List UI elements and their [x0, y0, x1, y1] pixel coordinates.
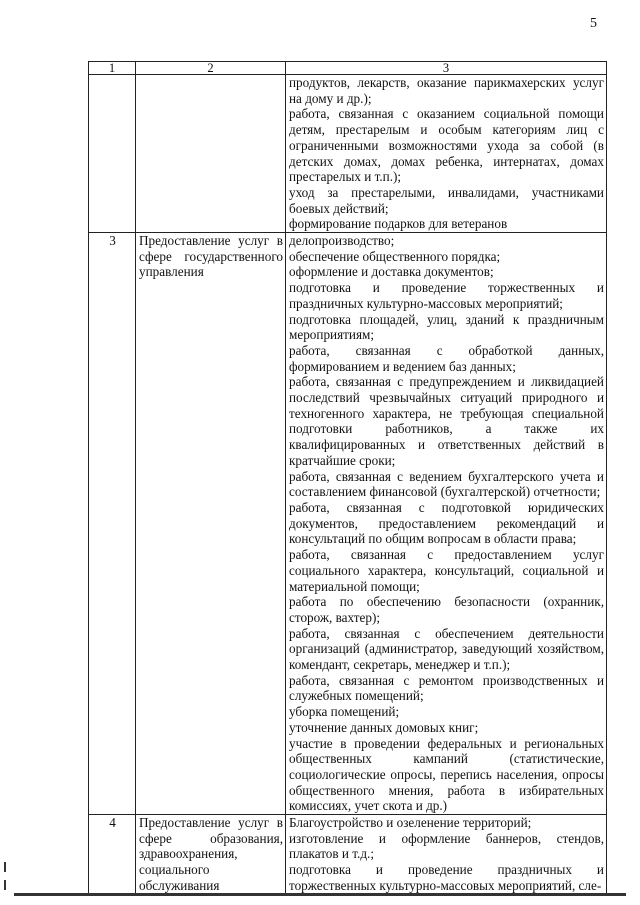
work-item: участие в проведении федеральных и региональных общественных кампаний (статистические, социологические опросы, перепись населения, опросы общественного мнения, работа в избирательных комиссиях, учет скота и др.) — [289, 735, 604, 814]
header-row — [89, 62, 607, 75]
work-item: Благоустройство и озеленение территорий; — [289, 815, 532, 831]
margin-mark — [4, 862, 6, 872]
work-item: продуктов, лекарств, оказание парикмахерских услуг на дому и др.); — [289, 75, 604, 106]
work-item: работа, связанная с ведением бухгалтерского учета и составлением финансовой (бухгалтерской) отчетности; — [289, 468, 604, 500]
work-item: подготовка площадей, улиц, зданий к праздничным мероприятиям; — [289, 311, 604, 343]
row-number — [89, 75, 136, 233]
scan-bottom-rule — [14, 893, 626, 896]
work-item: формирование подарков для ветеранов — [289, 216, 508, 232]
service-area: Предоставление услуг в сфере государственного управления — [136, 233, 286, 815]
service-area — [136, 75, 286, 233]
header-col-2: 2 — [136, 62, 286, 75]
header-col-3: 3 — [286, 62, 607, 75]
work-item: работа, связанная с предоставлением услуг социального характера, консультаций, социальной и материальной помощи; — [289, 547, 604, 594]
work-item: работа, связанная с предупреждением и ликвидацией последствий чрезвычайных ситуаций природного и техногенного характера, не требующая специальной подготовки работников, а также их квалифицированных и ответственных действий в кратчайшие сроки; — [289, 374, 604, 468]
work-item: оформление и доставка документов; — [289, 264, 494, 280]
row-number: 4 — [89, 815, 136, 895]
work-item: уход за престарелыми, инвалидами, участниками боевых действий; — [289, 184, 604, 216]
work-list — [286, 75, 607, 233]
table-row — [89, 233, 607, 815]
work-item: обеспечение общественного порядка; — [289, 248, 501, 264]
work-list — [286, 815, 607, 895]
work-item: уточнение данных домовых книг; — [289, 719, 479, 735]
work-item: работа, связанная с обеспечением деятельности организаций (администратор, заведующий хозяйством, комендант, секретарь, менеджер и т.п.); — [289, 625, 604, 673]
page-number: 5 — [590, 16, 597, 31]
work-item: работа, связанная с оказанием социальной помощи детям, престарелым и особым категориям лиц с ограниченными возможностями ухода за собой (в детских домах, домах ребенка, интернатах, домах престарелых и т.п.); — [289, 106, 604, 185]
employment-table — [88, 61, 607, 895]
margin-mark — [4, 880, 6, 890]
table-row — [89, 815, 607, 895]
work-item: работа по обеспечению безопасности (охранник, сторож, вахтер); — [289, 594, 604, 625]
work-item: уборка помещений; — [289, 704, 400, 720]
service-area: Предоставление услуг в сфере образования, здравоохранения, социального обслуживания — [136, 815, 286, 895]
header-col-1: 1 — [89, 62, 136, 75]
work-item: подготовка и проведение торжественных и праздничных культурно-массовых мероприятий; — [289, 280, 604, 311]
work-list — [286, 233, 607, 815]
work-item: делопроизводство; — [289, 233, 395, 249]
row-number: 3 — [89, 233, 136, 815]
work-item: работа, связанная с обработкой данных, формированием и ведением баз данных; — [289, 342, 604, 374]
work-item: работа, связанная с ремонтом производственных и служебных помещений; — [289, 672, 604, 704]
work-item: работа, связанная с подготовкой юридических документов, предоставлением рекомендаций и консультаций по общим вопросам в области права; — [289, 499, 604, 547]
work-item: подготовка и проведение праздничных и торжественных культурно-массовых мероприятий, сле- — [289, 862, 604, 893]
work-item: изготовление и оформление баннеров, стендов, плакатов и т.д.; — [289, 830, 604, 862]
table-row — [89, 75, 607, 233]
